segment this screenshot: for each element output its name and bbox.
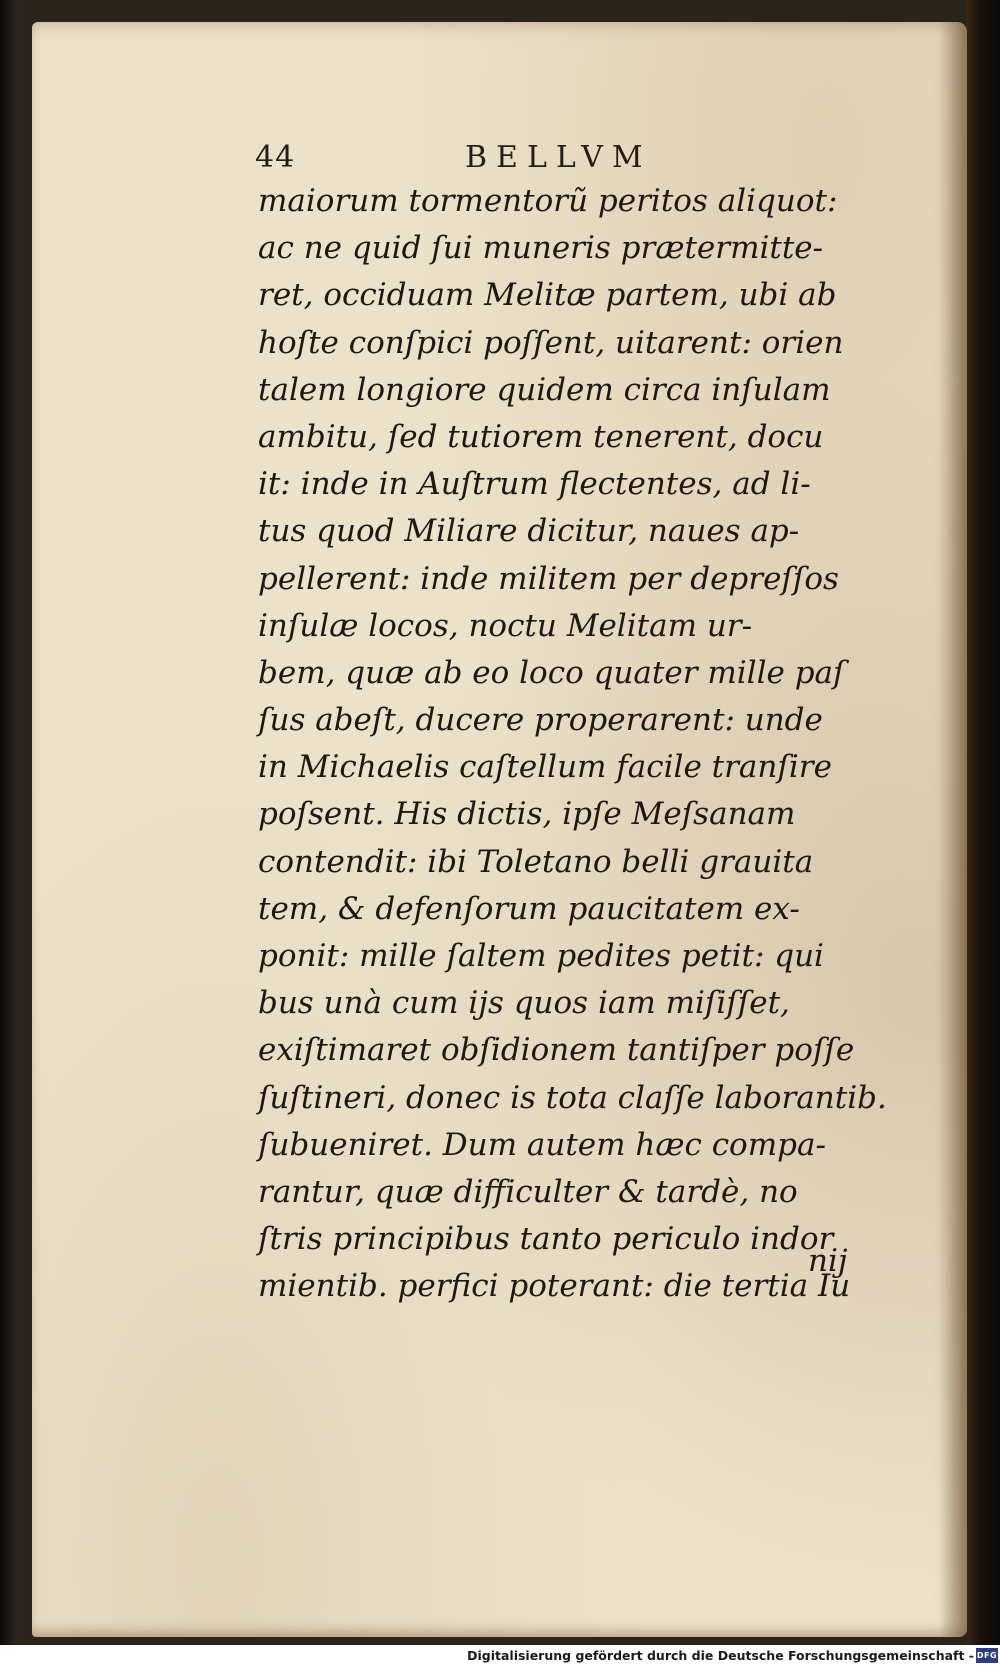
text-line: tus quod Miliare dicitur, naues ap-	[258, 513, 800, 550]
text-block	[258, 178, 887, 1311]
text-line: contendit: ibi Toletano belli grauita	[258, 843, 814, 880]
page-edge-shadow	[939, 22, 967, 1637]
text-line: hoſte conſpici poſſent, uitarent: orien	[258, 324, 844, 361]
text-line: ret, occiduam Melitæ partem, ubi ab	[258, 277, 837, 314]
text-line: exiſtimaret obſidionem tantiſper poſſe	[258, 1032, 855, 1069]
text-line: mientib. perfici poterant: die tertia Iu	[258, 1268, 851, 1305]
footer-bar	[0, 1645, 1000, 1668]
page-number: 44	[255, 140, 296, 175]
text-line: ſubueniret. Dum autem hæc compa-	[258, 1126, 826, 1163]
text-line: pellerent: inde militem per depreſſos	[258, 560, 839, 597]
text-line: in Michaelis caſtellum facile tranſire	[258, 749, 832, 786]
text-line: ſtris principibus tanto periculo indor	[258, 1221, 834, 1258]
book-spine	[0, 0, 18, 1645]
text-line: maiorum tormentorũ peritos aliquot:	[258, 183, 838, 219]
text-line: rantur, quæ difficulter & tardè, no	[258, 1173, 798, 1210]
text-line: talem longiore quidem circa inſulam	[258, 371, 831, 408]
text-line: poſsent. His dictis, ipſe Meſsanam	[258, 796, 796, 833]
catchword: nij	[808, 1243, 848, 1279]
text-line: ſuſtineri, donec is tota claſſe laborantib.	[258, 1079, 887, 1116]
text-line: tem, & defenſorum paucitatem ex-	[258, 890, 800, 927]
text-line: it: inde in Auſtrum flectentes, ad li-	[258, 466, 811, 503]
book-edge	[966, 0, 1000, 1645]
text-line: bem, quæ ab eo loco quater mille paſ	[258, 654, 845, 691]
text-line: ambitu, ſed tutiorem tenerent, docu	[258, 418, 824, 455]
text-line: ſus abeſt, ducere properarent: unde	[258, 702, 823, 739]
text-line: ac ne quid ſui muneris prætermitte-	[258, 230, 824, 267]
text-line: inſulæ locos, noctu Melitam ur-	[258, 607, 753, 644]
text-line: ponit: mille ſaltem pedites petit: qui	[258, 938, 824, 974]
funding-credit: Digitalisierung gefördert durch die Deutsche Forschungsgemeinschaft -	[467, 1648, 974, 1663]
text-line: bus unà cum ijs quos iam miſiſſet,	[258, 985, 790, 1022]
running-head: BELLVM	[465, 140, 652, 175]
dfg-logo: DFG	[976, 1648, 998, 1663]
